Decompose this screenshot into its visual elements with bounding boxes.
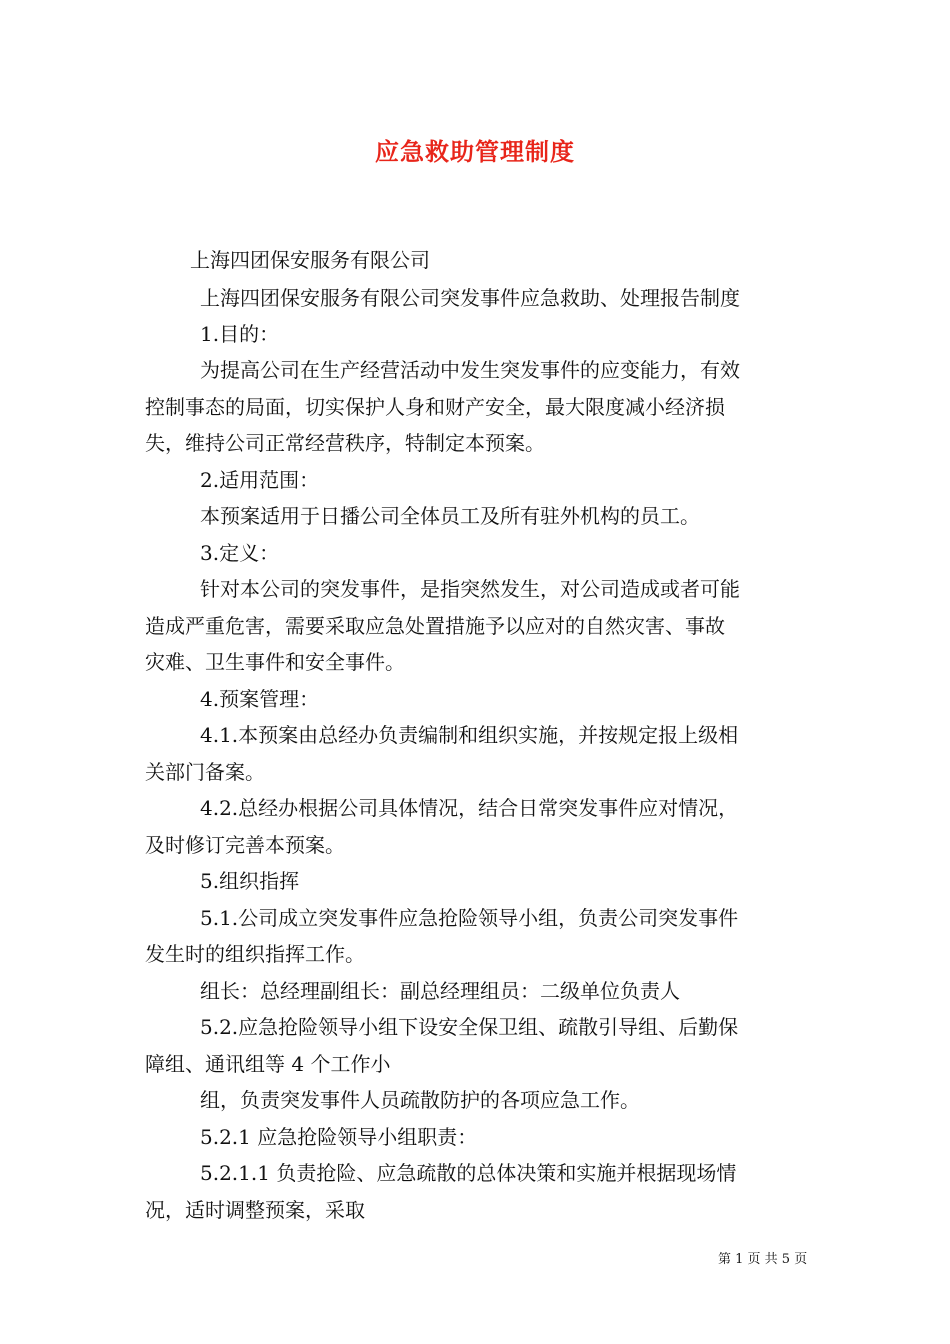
paragraph-line: 造成严重危害，需要采取应急处置措施予以应对的自然灾害、事故 bbox=[145, 614, 725, 638]
paragraph-line: 为提高公司在生产经营活动中发生突发事件的应变能力，有效 bbox=[200, 358, 740, 382]
paragraph-line: 况，适时调整预案，采取 bbox=[145, 1198, 365, 1222]
paragraph-line: 4.2.总经办根据公司具体情况，结合日常突发事件应对情况， bbox=[200, 796, 739, 820]
section-heading: 2.适用范围： bbox=[200, 468, 320, 492]
section-heading: 5.组织指挥 bbox=[200, 869, 300, 893]
page-number: 第 1 页 共 5 页 bbox=[718, 1252, 808, 1267]
paragraph-line: 5.2.应急抢险领导小组下设安全保卫组、疏散引导组、后勤保 bbox=[200, 1015, 739, 1039]
section-heading: 4.预案管理： bbox=[200, 687, 320, 711]
paragraph-line: 失，维持公司正常经营秩序，特制定本预案。 bbox=[145, 431, 545, 455]
paragraph-line: 关部门备案。 bbox=[145, 760, 265, 784]
paragraph-line: 及时修订完善本预案。 bbox=[145, 833, 345, 857]
paragraph-line: 5.1.公司成立突发事件应急抢险领导小组，负责公司突发事件 bbox=[200, 906, 739, 930]
paragraph-line: 本预案适用于日播公司全体员工及所有驻外机构的员工。 bbox=[200, 504, 700, 528]
paragraph-line: 发生时的组织指挥工作。 bbox=[145, 942, 365, 966]
document-title: 应急救助管理制度 bbox=[375, 138, 575, 166]
section-heading: 5.2.1 应急抢险领导小组职责： bbox=[200, 1125, 478, 1149]
paragraph-line: 障组、通讯组等 4 个工作小 bbox=[145, 1052, 391, 1076]
company-name: 上海四团保安服务有限公司 bbox=[190, 248, 430, 272]
paragraph-line: 灾难、卫生事件和安全事件。 bbox=[145, 650, 405, 674]
doc-subtitle: 上海四团保安服务有限公司突发事件应急救助、处理报告制度 bbox=[200, 286, 740, 310]
paragraph-line: 组，负责突发事件人员疏散防护的各项应急工作。 bbox=[200, 1088, 640, 1112]
paragraph-line: 组长：总经理副组长：副总经理组员：二级单位负责人 bbox=[200, 979, 680, 1003]
paragraph-line: 控制事态的局面，切实保护人身和财产安全，最大限度减小经济损 bbox=[145, 395, 725, 419]
section-heading: 3.定义： bbox=[200, 541, 280, 565]
paragraph-line: 5.2.1.1 负责抢险、应急疏散的总体决策和实施并根据现场情 bbox=[200, 1161, 737, 1185]
paragraph-line: 针对本公司的突发事件，是指突然发生，对公司造成或者可能 bbox=[200, 577, 740, 601]
section-heading: 1.目的： bbox=[200, 322, 280, 346]
paragraph-line: 4.1.本预案由总经办负责编制和组织实施，并按规定报上级相 bbox=[200, 723, 739, 747]
